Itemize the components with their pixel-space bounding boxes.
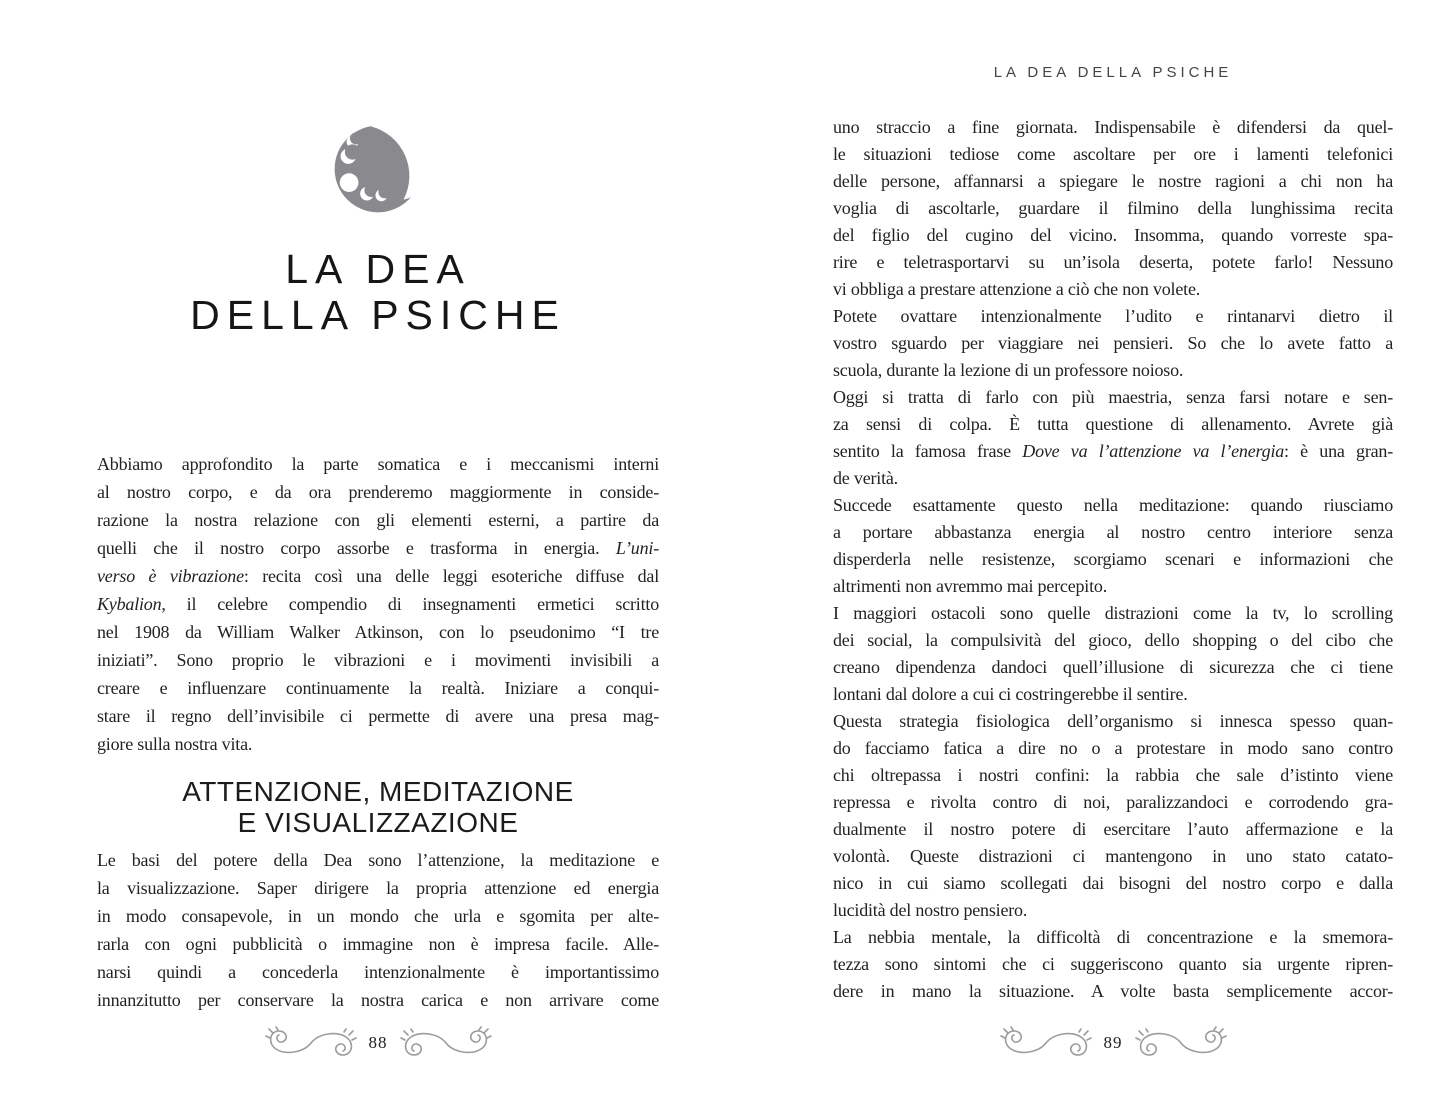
text-line: al nostro corpo, e da ora prenderemo maggiormente in conside- (97, 482, 659, 502)
text-line: Kybalion, il celebre compendio di insegnamenti ermetici scritto (97, 594, 659, 614)
text-line: dei social, la compulsività del gioco, dello shopping o del cibo che (833, 630, 1393, 650)
text-line: I maggiori ostacoli sono quelle distrazioni come la tv, lo scrolling (833, 603, 1393, 623)
text-line: La nebbia mentale, la difficoltà di concentrazione e la smemora- (833, 927, 1393, 947)
footer-flourish-icon (1135, 1026, 1227, 1060)
page-number-right: 89 (1103, 1033, 1123, 1052)
text-line: Abbiamo approfondito la parte somatica e i meccanismi interni (97, 454, 659, 474)
chapter-title (97, 246, 659, 338)
right-page (833, 0, 1393, 1115)
section-heading (97, 776, 659, 838)
text-line: lucidità del nostro pensiero. (833, 900, 1028, 920)
text-line: la visualizzazione. Saper dirigere la propria attenzione ed energia (97, 878, 659, 898)
section-heading-line2: E VISUALIZZAZIONE (237, 807, 519, 838)
text-line: Succede esattamente questo nella meditazione: quando riusciamo (833, 495, 1393, 515)
text-line: vostro sguardo per viaggiare nei pensieri. So che lo avete fatto a (833, 333, 1393, 353)
text-line: rarla con ogni pubblicità o immagine non è impresa facile. Alle- (97, 934, 659, 954)
text-line: za sensi di colpa. È tutta questione di allenamento. Avrete già (833, 414, 1393, 434)
text-line: dualmente il nostro potere di esercitare l’auto affermazione e la (833, 819, 1393, 839)
right-page-text (833, 114, 1393, 1005)
footer-flourish-icon (1000, 1026, 1092, 1060)
text-line: Le basi del potere della Dea sono l’attenzione, la meditazione e (97, 850, 659, 870)
text-line: giore sulla nostra vita. (97, 734, 253, 754)
text-line: scuola, durante la lezione di un professore noioso. (833, 360, 1184, 380)
text-line: repressa e rivolta contro di noi, paralizzandoci e corrodendo gra- (833, 792, 1393, 812)
text-line: verso è vibrazione: recita così una delle leggi esoteriche diffuse dal (97, 566, 659, 586)
left-paragraph-1 (97, 450, 659, 758)
footer-flourish-icon (265, 1026, 357, 1060)
chapter-title-line2: DELLA PSICHE (190, 292, 566, 338)
text-line: creare e influenzare continuamente la realtà. Iniziare a conqui- (97, 678, 659, 698)
text-line: Oggi si tratta di farlo con più maestria, senza farsi notare e sen- (833, 387, 1393, 407)
text-line: Questa strategia fisiologica dell’organismo si innesca spesso quan- (833, 711, 1393, 731)
text-line: delle persone, affannarsi a spiegare le nostre ragioni a chi non ha (833, 171, 1393, 191)
text-line: uno straccio a fine giornata. Indispensabile è difendersi da quel- (833, 117, 1393, 137)
text-line: voglia di ascoltarle, guardare il filmino della lunghissima recita (833, 198, 1393, 218)
text-line: iniziati”. Sono proprio le vibrazioni e i movimenti invisibili a (97, 650, 659, 670)
text-line: de verità. (833, 468, 898, 488)
text-line: tezza sono sintomi che ci suggeriscono quanto sia urgente ripren- (833, 954, 1393, 974)
text-line: lontani dal dolore a cui ci costringerebbe il sentire. (833, 684, 1188, 704)
text-line: in modo consapevole, in un mondo che urla e sgomita per alte- (97, 906, 659, 926)
text-line: dere in mano la situazione. A volte basta semplicemente accor- (833, 981, 1393, 1001)
text-line: le situazioni tediose come ascoltare per ore i lamenti telefonici (833, 144, 1393, 164)
text-line: a portare abbastanza energia al nostro centro interiore senza (833, 522, 1393, 542)
text-line: Potete ovattare intenzionalmente l’udito e rintanarvi dietro il (833, 306, 1393, 326)
text-line: do facciamo fatica a dire no o a protestare in modo sano contro (833, 738, 1393, 758)
text-line: del figlio del cugino del vicino. Insomma, quando vorreste spa- (833, 225, 1393, 245)
text-line: razione la nostra relazione con gli elementi esterni, a partire da (97, 510, 659, 530)
text-line: altrimenti non avremmo mai percepito. (833, 576, 1108, 596)
moon-phases-logo (327, 118, 429, 220)
left-page-footer (97, 1026, 659, 1060)
chapter-title-line1: LA DEA (285, 246, 471, 292)
right-page-footer (833, 1026, 1393, 1060)
left-paragraph-2 (97, 846, 659, 1014)
text-line: sentito la famosa frase Dove va l’attenzione va l’energia: è una gran- (833, 441, 1393, 461)
text-line: innanzitutto per conservare la nostra carica e non arrivare come (97, 990, 659, 1010)
text-line: chi oltrepassa i nostri confini: la rabbia che sale d’istinto viene (833, 765, 1393, 785)
footer-flourish-icon (400, 1026, 492, 1060)
running-head: LA DEA DELLA PSICHE (993, 64, 1233, 81)
page-number-left: 88 (368, 1033, 388, 1052)
text-line: disperderla nelle resistenze, scorgiamo scenari e informazioni che (833, 549, 1393, 569)
text-line: nel 1908 da William Walker Atkinson, con lo pseudonimo “I tre (97, 622, 659, 642)
text-line: volontà. Queste distrazioni ci mantengono in uno stato catato- (833, 846, 1393, 866)
section-heading-line1: ATTENZIONE, MEDITAZIONE (182, 776, 574, 807)
text-line: quelli che il nostro corpo assorbe e trasforma in energia. L’uni- (97, 538, 659, 558)
text-line: vi obbliga a prestare attenzione a ciò che non volete. (833, 279, 1201, 299)
text-line: stare il regno dell’invisibile ci permette di avere una presa mag- (97, 706, 659, 726)
text-line: creano dipendenza dandoci quell’illusione di sicurezza che ci tiene (833, 657, 1393, 677)
text-line: narsi quindi a concederla intenzionalmente è importantissimo (97, 962, 659, 982)
left-page (97, 0, 659, 1115)
text-line: rire e teletrasportarvi su un’isola deserta, potete farlo! Nessuno (833, 252, 1393, 272)
text-line: nico in cui siamo scollegati dai bisogni del nostro corpo e dalla (833, 873, 1393, 893)
